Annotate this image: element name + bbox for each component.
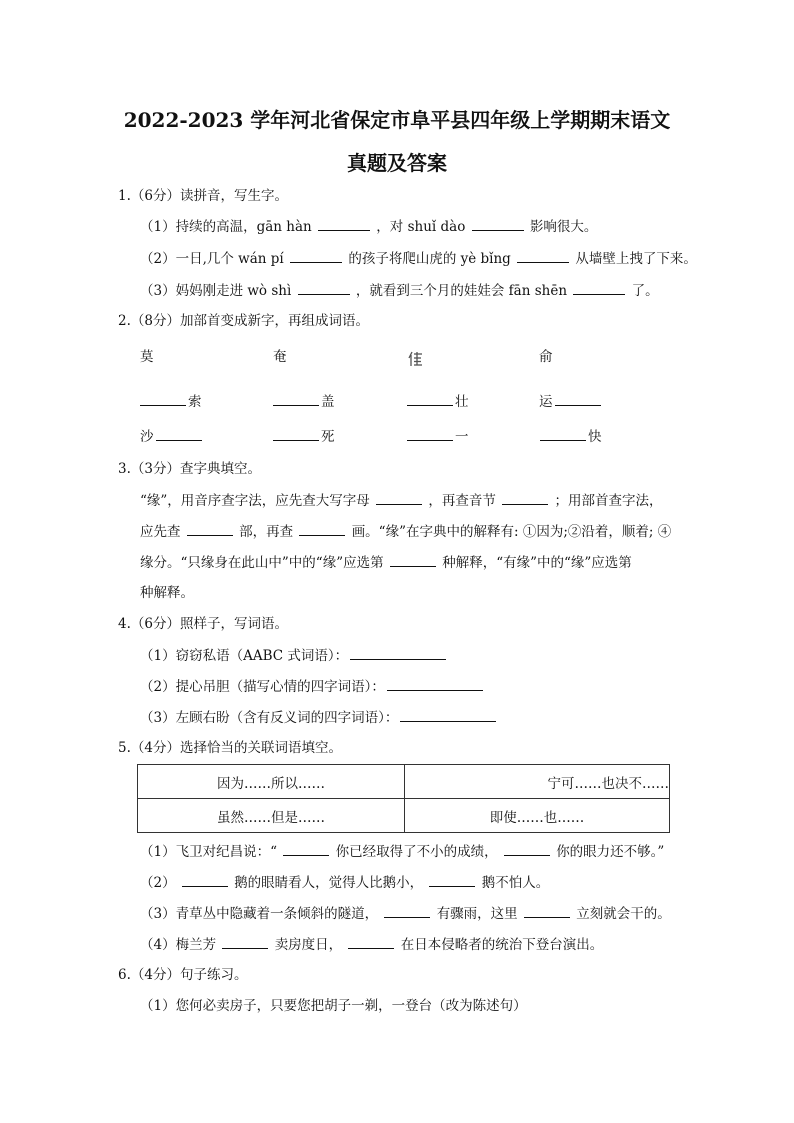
q3-line-4: 种解释。 [140,585,194,601]
q4-line-1 [140,645,448,666]
q2-char-yu: 俞 [539,349,553,365]
q5-l1-text-a: （1）飞卫对纪昌说：“ [140,844,277,860]
q1-blank-yebing[interactable] [517,248,569,263]
q2-header: 2.（8分）加部首变成新字，再组成词语。 [118,313,369,329]
table-cell: 虽然……但是…… [138,799,405,833]
q5-blank-2b[interactable] [429,872,475,887]
q2-char-mo: 莫 [140,349,154,365]
q2-r1-c2 [271,390,335,410]
q4-line-3 [140,707,498,728]
table-cell: 宁可……也决不…… [405,765,670,799]
q3-line-1 [140,490,663,511]
q3-line-2 [140,521,671,542]
q4-header: 4.（6分）照样子，写词语。 [118,616,288,632]
conjunction-table [137,764,670,833]
q5-line-3 [140,903,671,924]
q5-l2-text-c: 鹅不怕人。 [481,875,550,891]
q4-line-2 [140,676,485,697]
q2-blank-r2-c4[interactable] [540,426,586,441]
q5-l2-text-a: （2） [140,875,176,891]
q3-l2-text-a: 应先查 [140,524,181,540]
q3-l2-text-c: 画。“缘”在字典中的解释有: ①因为;②沿着，顺着; ④ [351,524,672,540]
q2-r2-c4 [538,425,602,445]
q3-l1-text-c: ；用部首查字法， [554,493,663,509]
page-title-line-1: 2022-2023 学年河北省保定市阜平县四年级上学期期末语文 [123,108,671,132]
q5-line-2 [140,872,549,893]
q2-blank-r2-c1[interactable] [156,426,202,441]
q6-header: 6.（4分）句子练习。 [118,967,248,983]
q1-l2-text-b: 的孩子将爬山虎的 yè bǐng [348,251,511,267]
q3-blank-syllable[interactable] [502,490,548,505]
q1-l1-text-c: 影响很大。 [529,219,598,235]
q4-l2-text: （2）提心吊胆（描写心情的四字词语）： [140,679,385,695]
q5-l2-text-b: 鹅的眼睛看人，觉得人比鹅小， [234,875,424,891]
q1-blank-wanpi[interactable] [290,248,342,263]
q4-l3-text: （3）左顾右盼（含有反义词的四字词语）： [140,710,399,726]
q1-blank-shuidao[interactable] [472,216,524,231]
q2-r2-c3-text: 一 [455,429,469,445]
q6-line-1: （1）您何必卖房子，只要您把胡子一剃，一登台（改为陈述句） [140,998,527,1014]
q1-header: 1.（6分）读拼音，写生字。 [118,188,288,204]
q1-l2-text-a: （2）一日,几个 wán pí [140,251,284,267]
table-cell: 因为……所以…… [138,765,405,799]
q2-blank-r1-c3[interactable] [407,391,453,406]
q4-blank-3[interactable] [400,707,496,722]
q2-blank-r2-c2[interactable] [273,426,319,441]
q2-r2-c3 [405,425,469,445]
q5-l4-text-a: （4）梅兰芳 [140,937,217,953]
q2-r1-c3 [405,390,469,410]
q3-l2-text-b: 部，再查 [239,524,294,540]
q2-r1-c1 [138,390,202,410]
table-row [138,799,670,833]
table-cell: 即使……也…… [405,799,670,833]
q3-l1-text-b: ，再查音节 [428,493,496,509]
q2-r2-c2-text: 死 [321,429,335,445]
q3-l1-text-a: “缘”，用音序查字法，应先查大写字母 [140,493,370,509]
q3-line-3 [140,552,632,573]
q1-l3-text-b: ，就看到三个月的娃娃会 fān shēn [355,283,568,299]
q5-blank-1b[interactable] [504,841,550,856]
q2-char-yan: 奄 [273,349,287,365]
q3-blank-letter[interactable] [376,490,422,505]
q5-header: 5.（4分）选择恰当的关联词语填空。 [118,740,342,756]
q1-line-1 [140,216,597,237]
q4-blank-2[interactable] [387,676,483,691]
q5-blank-3b[interactable] [524,903,570,918]
q2-r1-c4 [539,390,603,410]
q5-line-1 [140,841,664,862]
q3-blank-radical[interactable] [187,521,233,536]
q5-l3-text-c: 立刻就会干的。 [576,906,671,922]
q1-blank-ganhan[interactable] [318,216,370,231]
q1-l3-text-c: 了。 [631,283,659,299]
radical-zhui-icon [406,350,424,368]
q3-blank-meaning-1[interactable] [390,552,436,567]
q2-blank-r1-c1[interactable] [140,391,186,406]
q2-r2-c1-text: 沙 [140,429,154,445]
q2-r1-c4-text: 运 [539,394,553,410]
q5-blank-2a[interactable] [182,872,228,887]
q5-l4-text-c: 在日本侵略者的统治下登台演出。 [400,937,604,953]
q2-blank-r2-c3[interactable] [407,426,453,441]
q5-l3-text-b: 有骤雨，这里 [436,906,518,922]
q2-r1-c3-text: 壮 [455,394,469,410]
q5-l1-text-c: 你的眼力还不够。” [556,844,665,860]
table-row [138,765,670,799]
q5-blank-4a[interactable] [222,934,268,949]
q5-l3-text-a: （3）青草丛中隐藏着一条倾斜的隧道， [140,906,379,922]
q5-l4-text-b: 卖房度日， [274,937,343,953]
q1-line-3 [140,280,659,301]
q4-blank-1[interactable] [350,645,446,660]
q4-l1-text: （1）窃窃私语（AABC 式词语）： [140,648,349,664]
q1-blank-fanshen[interactable] [573,280,625,295]
q5-blank-1a[interactable] [283,841,329,856]
q1-l2-text-c: 从墙壁上拽了下来。 [575,251,697,267]
q5-blank-4b[interactable] [348,934,394,949]
q3-l3-text-b: 种解释，“有缘”中的“缘”应选第 [442,555,632,571]
q5-blank-3a[interactable] [384,903,430,918]
q3-header: 3.（3分）查字典填空。 [118,461,261,477]
q1-line-2 [140,248,697,269]
q1-blank-woshi[interactable] [298,280,350,295]
q2-r2-c2 [271,425,335,445]
q1-l3-text-a: （3）妈妈刚走进 wò shì [140,283,292,299]
q1-l1-text-b: ，对 shuǐ dào [376,219,466,235]
q5-line-4 [140,934,603,955]
q2-r2-c4-text: 快 [588,429,602,445]
q5-l1-text-b: 你已经取得了不小的成绩， [335,844,498,860]
page-title-line-2: 真题及答案 [347,151,447,175]
q2-r1-c2-text: 盖 [321,394,335,410]
q3-blank-strokes[interactable] [299,521,345,536]
q1-l1-text-a: （1）持续的高温，gān hàn [140,219,312,235]
q2-blank-r1-c4[interactable] [555,391,601,406]
q2-blank-r1-c2[interactable] [273,391,319,406]
q2-r1-c1-text: 索 [188,394,202,410]
q3-l3-text-a: 缘分。“只缘身在此山中”中的“缘”应选第 [140,555,384,571]
q2-r2-c1 [140,425,204,445]
